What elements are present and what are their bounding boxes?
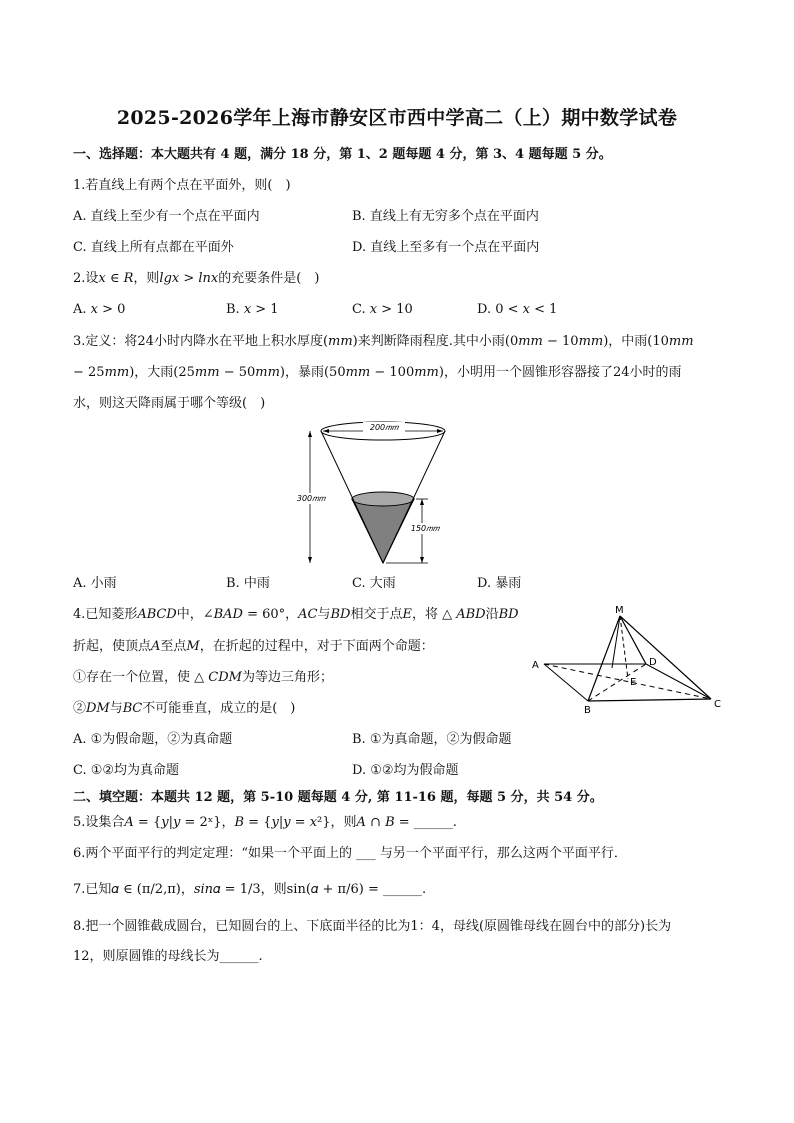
folded-rhombus-figure — [528, 602, 728, 714]
q4-line-1: 4.已知菱形𝐴𝐵𝐶𝐷中，∠𝐵𝐴𝐷 = 60°，𝐴𝐶与𝐵𝐷相交于点𝐸，将 △ 𝐴𝐵𝐷沿𝐵𝐷 — [73, 607, 519, 622]
q3-line-3: 水，则这天降雨属于哪个等级( ) — [73, 396, 266, 411]
q6-text: 6.两个平面平行的判定定理：“如果一个平面上的 ___ 与另一个平面平行，那么这两个平面平行． — [73, 846, 627, 861]
edge-MB — [588, 616, 620, 701]
q2-option-d: D. 0 < 𝑥 < 1 — [477, 302, 558, 317]
label-M: M — [615, 605, 624, 616]
segment-ME — [620, 616, 628, 679]
q7-text: 7.已知𝛼 ∈ (π/2,π)，𝑠𝑖𝑛𝛼 = 1/3，则sin(𝛼 + π/6) = ______. — [73, 882, 427, 897]
label-B: B — [584, 705, 591, 714]
q4-option-b: B. ①为真命题，②为假命题 — [352, 732, 512, 747]
q8-line-1: 8.把一个圆锥截成圆台，已知圆台的上、下底面半径的比为1：4，母线(原圆锥母线在圆台中的部分)长为 — [73, 919, 672, 934]
section-2-heading: 二、填空题：本题共 12 题，第 5-10 题每题 4 分, 第 11-16 题，每题 5 分，共 54 分。 — [73, 790, 603, 805]
q2-option-c: C. 𝑥 > 10 — [352, 302, 413, 317]
q2-option-a: A. 𝑥 > 0 — [73, 302, 126, 317]
section-1-heading: 一、选择题：本大题共有 4 题，满分 18 分，第 1、2 题每题 4 分，第 3、4 题每题 5 分。 — [73, 147, 612, 162]
q1-stem: 1.若直线上有两个点在平面外，则( ) — [73, 178, 291, 193]
water-surface-ellipse — [352, 492, 414, 506]
q8-line-2: 12，则原圆锥的母线长为______. — [73, 949, 263, 964]
label-C: C — [714, 699, 721, 710]
diagonal-AC — [544, 664, 711, 699]
water-depth-label: 150𝑚𝑚 — [410, 524, 440, 533]
q5-text: 5.设集合𝐴 = {𝑦|𝑦 = 2ˣ}，𝐵 = {𝑦|𝑦 = 𝑥²}，则𝐴 ∩ 𝐵 = ______. — [73, 815, 457, 830]
q3-line-1: 3.定义：将24小时内降水在平地上积水厚度(𝑚𝑚)来判断降雨程度.其中小雨(0𝑚𝑚 − 10𝑚𝑚)，中雨(10𝑚𝑚 — [73, 334, 694, 349]
edge-ME-front — [612, 616, 620, 668]
diameter-label: 200𝑚𝑚 — [369, 423, 399, 432]
exam-title: 2025-2026学年上海市静安区市西中学高二（上）期中数学试卷 — [116, 107, 678, 129]
q3-option-d: D. 暴雨 — [477, 576, 522, 591]
q1-option-b: B. 直线上有无穷多个点在平面内 — [352, 209, 539, 224]
diagonal-BD — [588, 664, 646, 701]
q3-line-2: − 25𝑚𝑚)，大雨(25𝑚𝑚 − 50𝑚𝑚)，暴雨(50𝑚𝑚 − 100𝑚𝑚)，小明用一个圆锥形容器接了24小时的雨 — [73, 365, 682, 380]
q3-option-a: A. 小雨 — [73, 576, 117, 591]
edge-AB — [544, 664, 588, 701]
q1-option-d: D. 直线上至多有一个点在平面内 — [352, 240, 540, 255]
edge-MD — [620, 616, 646, 664]
q1-option-c: C. 直线上所有点都在平面外 — [73, 240, 234, 255]
q4-line-3: ①存在一个位置，使 △ 𝐶𝐷𝑀为等边三角形； — [73, 670, 333, 685]
q1-option-a: A. 直线上至少有一个点在平面内 — [73, 209, 260, 224]
q4-option-a: A. ①为假命题，②为真命题 — [73, 732, 233, 747]
q3-option-b: B. 中雨 — [226, 576, 270, 591]
q4-line-4: ②𝐷𝑀与𝐵𝐶不可能垂直，成立的是( ) — [73, 701, 296, 716]
label-D: D — [649, 657, 657, 668]
label-E: E — [630, 677, 637, 688]
cone-container-figure — [290, 415, 460, 575]
q2-option-b: B. 𝑥 > 1 — [226, 302, 279, 317]
edge-BC — [588, 699, 711, 701]
q2-stem: 2.设𝑥 ∈ 𝑅，则𝑙𝑔𝑥 > 𝑙𝑛𝑥的充要条件是( ) — [73, 271, 320, 286]
q4-line-2: 折起，使顶点𝐴至点𝑀，在折起的过程中，对于下面两个命题： — [73, 639, 434, 654]
q3-option-c: C. 大雨 — [352, 576, 396, 591]
label-A: A — [532, 660, 539, 671]
q4-option-c: C. ①②均为真命题 — [73, 763, 180, 778]
q4-option-d: D. ①②均为假命题 — [352, 763, 459, 778]
height-label: 300𝑚𝑚 — [296, 494, 326, 503]
water-region — [352, 499, 414, 563]
